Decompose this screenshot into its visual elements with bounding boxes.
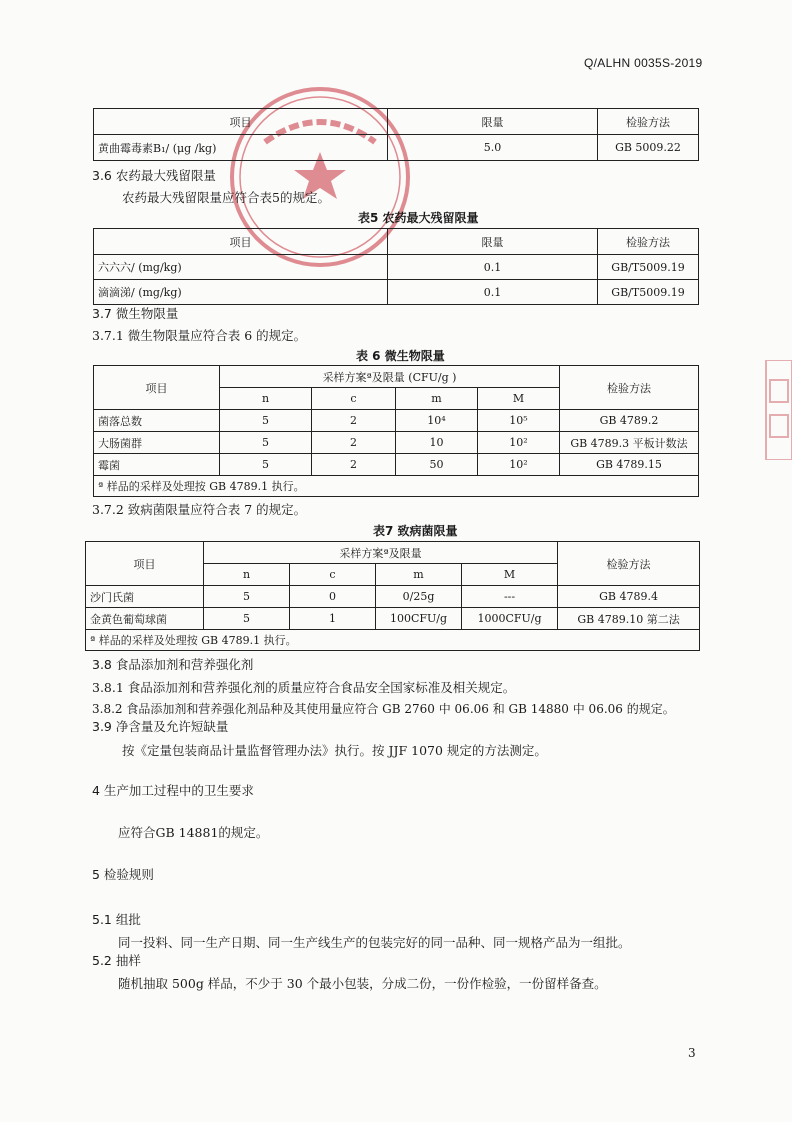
section-3-9-heading: 3.9 净含量及允许短缺量 xyxy=(92,719,229,734)
header-method: 检验方法 xyxy=(560,366,699,410)
cell-item: 沙门氏菌 xyxy=(86,586,204,608)
table5-caption: 表5 农药最大残留限量 xyxy=(358,211,479,225)
section-4-text: 应符合GB 14881的规定。 xyxy=(118,825,269,840)
cell-method: GB/T5009.19 xyxy=(598,255,699,280)
section-3-8-2-text: 3.8.2 食品添加剂和营养强化剂品种及其使用量应符合 GB 2760 中 06.06 和 GB 14880 中 06.06 的规定。 xyxy=(92,702,675,716)
cell-item: 大肠菌群 xyxy=(94,432,220,454)
table-row xyxy=(94,454,699,476)
cell-c: 2 xyxy=(312,454,396,476)
section-3-7-1-text: 3.7.1 微生物限量应符合表 6 的规定。 xyxy=(92,328,307,343)
table7-note: ª 样品的采样及处理按 GB 4789.1 执行。 xyxy=(86,630,700,651)
section-3-9-text: 按《定量包装商品计量监督管理办法》执行。按 JJF 1070 规定的方法测定。 xyxy=(122,743,547,758)
table-row xyxy=(94,410,699,432)
cell-item: 黄曲霉毒素B₁/ (μg /kg) xyxy=(94,135,388,161)
table7-caption: 表7 致病菌限量 xyxy=(373,524,458,538)
section-3-7-2-text: 3.7.2 致病菌限量应符合表 7 的规定。 xyxy=(92,502,307,517)
cell-n: 5 xyxy=(204,608,290,630)
cell-m: 100CFU/g xyxy=(376,608,462,630)
table-row xyxy=(94,135,699,161)
section-3-7-heading: 3.7 微生物限量 xyxy=(92,306,179,321)
section-3-6-text: 农药最大残留限量应符合表5的规定。 xyxy=(122,190,330,205)
header-method: 检验方法 xyxy=(558,542,700,586)
table-header-row xyxy=(86,542,700,564)
table6-note: ª 样品的采样及处理按 GB 4789.1 执行。 xyxy=(94,476,699,497)
table6 xyxy=(93,365,699,497)
cell-M: 10² xyxy=(478,454,560,476)
table5 xyxy=(93,228,699,305)
page-number: 3 xyxy=(688,1046,696,1060)
cell-method: GB 4789.2 xyxy=(560,410,699,432)
header-sampling-plan: 采样方案ª及限量 xyxy=(204,542,558,564)
cell-item: 滴滴涕/ (mg/kg) xyxy=(94,280,388,305)
header-item: 项目 xyxy=(94,109,388,135)
header-item: 项目 xyxy=(94,229,388,255)
cell-c: 2 xyxy=(312,410,396,432)
section-5-2-heading: 5.2 抽样 xyxy=(92,953,141,968)
subheader-M: M xyxy=(478,388,560,410)
cell-m: 10 xyxy=(396,432,478,454)
section-3-6-heading: 3.6 农药最大残留限量 xyxy=(92,168,216,183)
subheader-c: c xyxy=(290,564,376,586)
cell-item: 六六六/ (mg/kg) xyxy=(94,255,388,280)
cell-method: GB 4789.10 第二法 xyxy=(558,608,700,630)
subheader-m: m xyxy=(376,564,462,586)
section-3-8-1-text: 3.8.1 食品添加剂和营养强化剂的质量应符合食品安全国家标准及相关规定。 xyxy=(92,680,516,695)
cell-M: 10⁵ xyxy=(478,410,560,432)
header-method: 检验方法 xyxy=(598,229,699,255)
subheader-m: m xyxy=(396,388,478,410)
subheader-n: n xyxy=(220,388,312,410)
header-limit: 限量 xyxy=(388,229,598,255)
cell-m: 50 xyxy=(396,454,478,476)
table7 xyxy=(85,541,700,651)
table4-continuation xyxy=(93,108,699,161)
cell-m: 10⁴ xyxy=(396,410,478,432)
section-5-2-text: 随机抽取 500g 样品，不少于 30 个最小包装，分成二份，一份作检验，一份留样备查。 xyxy=(118,976,607,991)
cell-limit: 5.0 xyxy=(388,135,598,161)
cell-n: 5 xyxy=(204,586,290,608)
cell-method: GB 4789.4 xyxy=(558,586,700,608)
table-row xyxy=(94,255,699,280)
page-edge-seal-mark xyxy=(762,360,792,460)
header-item: 项目 xyxy=(94,366,220,410)
cell-c: 2 xyxy=(312,432,396,454)
subheader-c: c xyxy=(312,388,396,410)
table-header-row xyxy=(94,229,699,255)
table-row xyxy=(94,280,699,305)
cell-n: 5 xyxy=(220,432,312,454)
header-sampling-plan: 采样方案ª及限量 (CFU/g ) xyxy=(220,366,560,388)
header-item: 项目 xyxy=(86,542,204,586)
cell-c: 0 xyxy=(290,586,376,608)
cell-method: GB 4789.15 xyxy=(560,454,699,476)
section-5-1-heading: 5.1 组批 xyxy=(92,912,141,927)
table-note-row xyxy=(86,630,700,651)
cell-item: 菌落总数 xyxy=(94,410,220,432)
cell-M: 10² xyxy=(478,432,560,454)
cell-m: 0/25g xyxy=(376,586,462,608)
table-row xyxy=(94,432,699,454)
cell-M: --- xyxy=(462,586,558,608)
header-limit: 限量 xyxy=(388,109,598,135)
cell-c: 1 xyxy=(290,608,376,630)
table-header-row xyxy=(94,366,699,388)
cell-M: 1000CFU/g xyxy=(462,608,558,630)
cell-method: GB 4789.3 平板计数法 xyxy=(560,432,699,454)
cell-limit: 0.1 xyxy=(388,280,598,305)
subheader-M: M xyxy=(462,564,558,586)
header-method: 检验方法 xyxy=(598,109,699,135)
section-3-8-heading: 3.8 食品添加剂和营养强化剂 xyxy=(92,657,254,672)
section-4-heading: 4 生产加工过程中的卫生要求 xyxy=(92,783,254,798)
standard-code: Q/ALHN 0035S-2019 xyxy=(584,56,703,70)
cell-method: GB 5009.22 xyxy=(598,135,699,161)
section-5-heading: 5 检验规则 xyxy=(92,867,154,882)
table6-caption: 表 6 微生物限量 xyxy=(356,349,445,363)
cell-n: 5 xyxy=(220,454,312,476)
table-row xyxy=(86,586,700,608)
table-note-row xyxy=(94,476,699,497)
table-header-row xyxy=(94,109,699,135)
subheader-n: n xyxy=(204,564,290,586)
cell-method: GB/T5009.19 xyxy=(598,280,699,305)
cell-item: 霉菌 xyxy=(94,454,220,476)
cell-limit: 0.1 xyxy=(388,255,598,280)
table-row xyxy=(86,608,700,630)
cell-item: 金黄色葡萄球菌 xyxy=(86,608,204,630)
section-5-1-text: 同一投料、同一生产日期、同一生产线生产的包装完好的同一品种、同一规格产品为一组批。 xyxy=(118,935,631,950)
cell-n: 5 xyxy=(220,410,312,432)
